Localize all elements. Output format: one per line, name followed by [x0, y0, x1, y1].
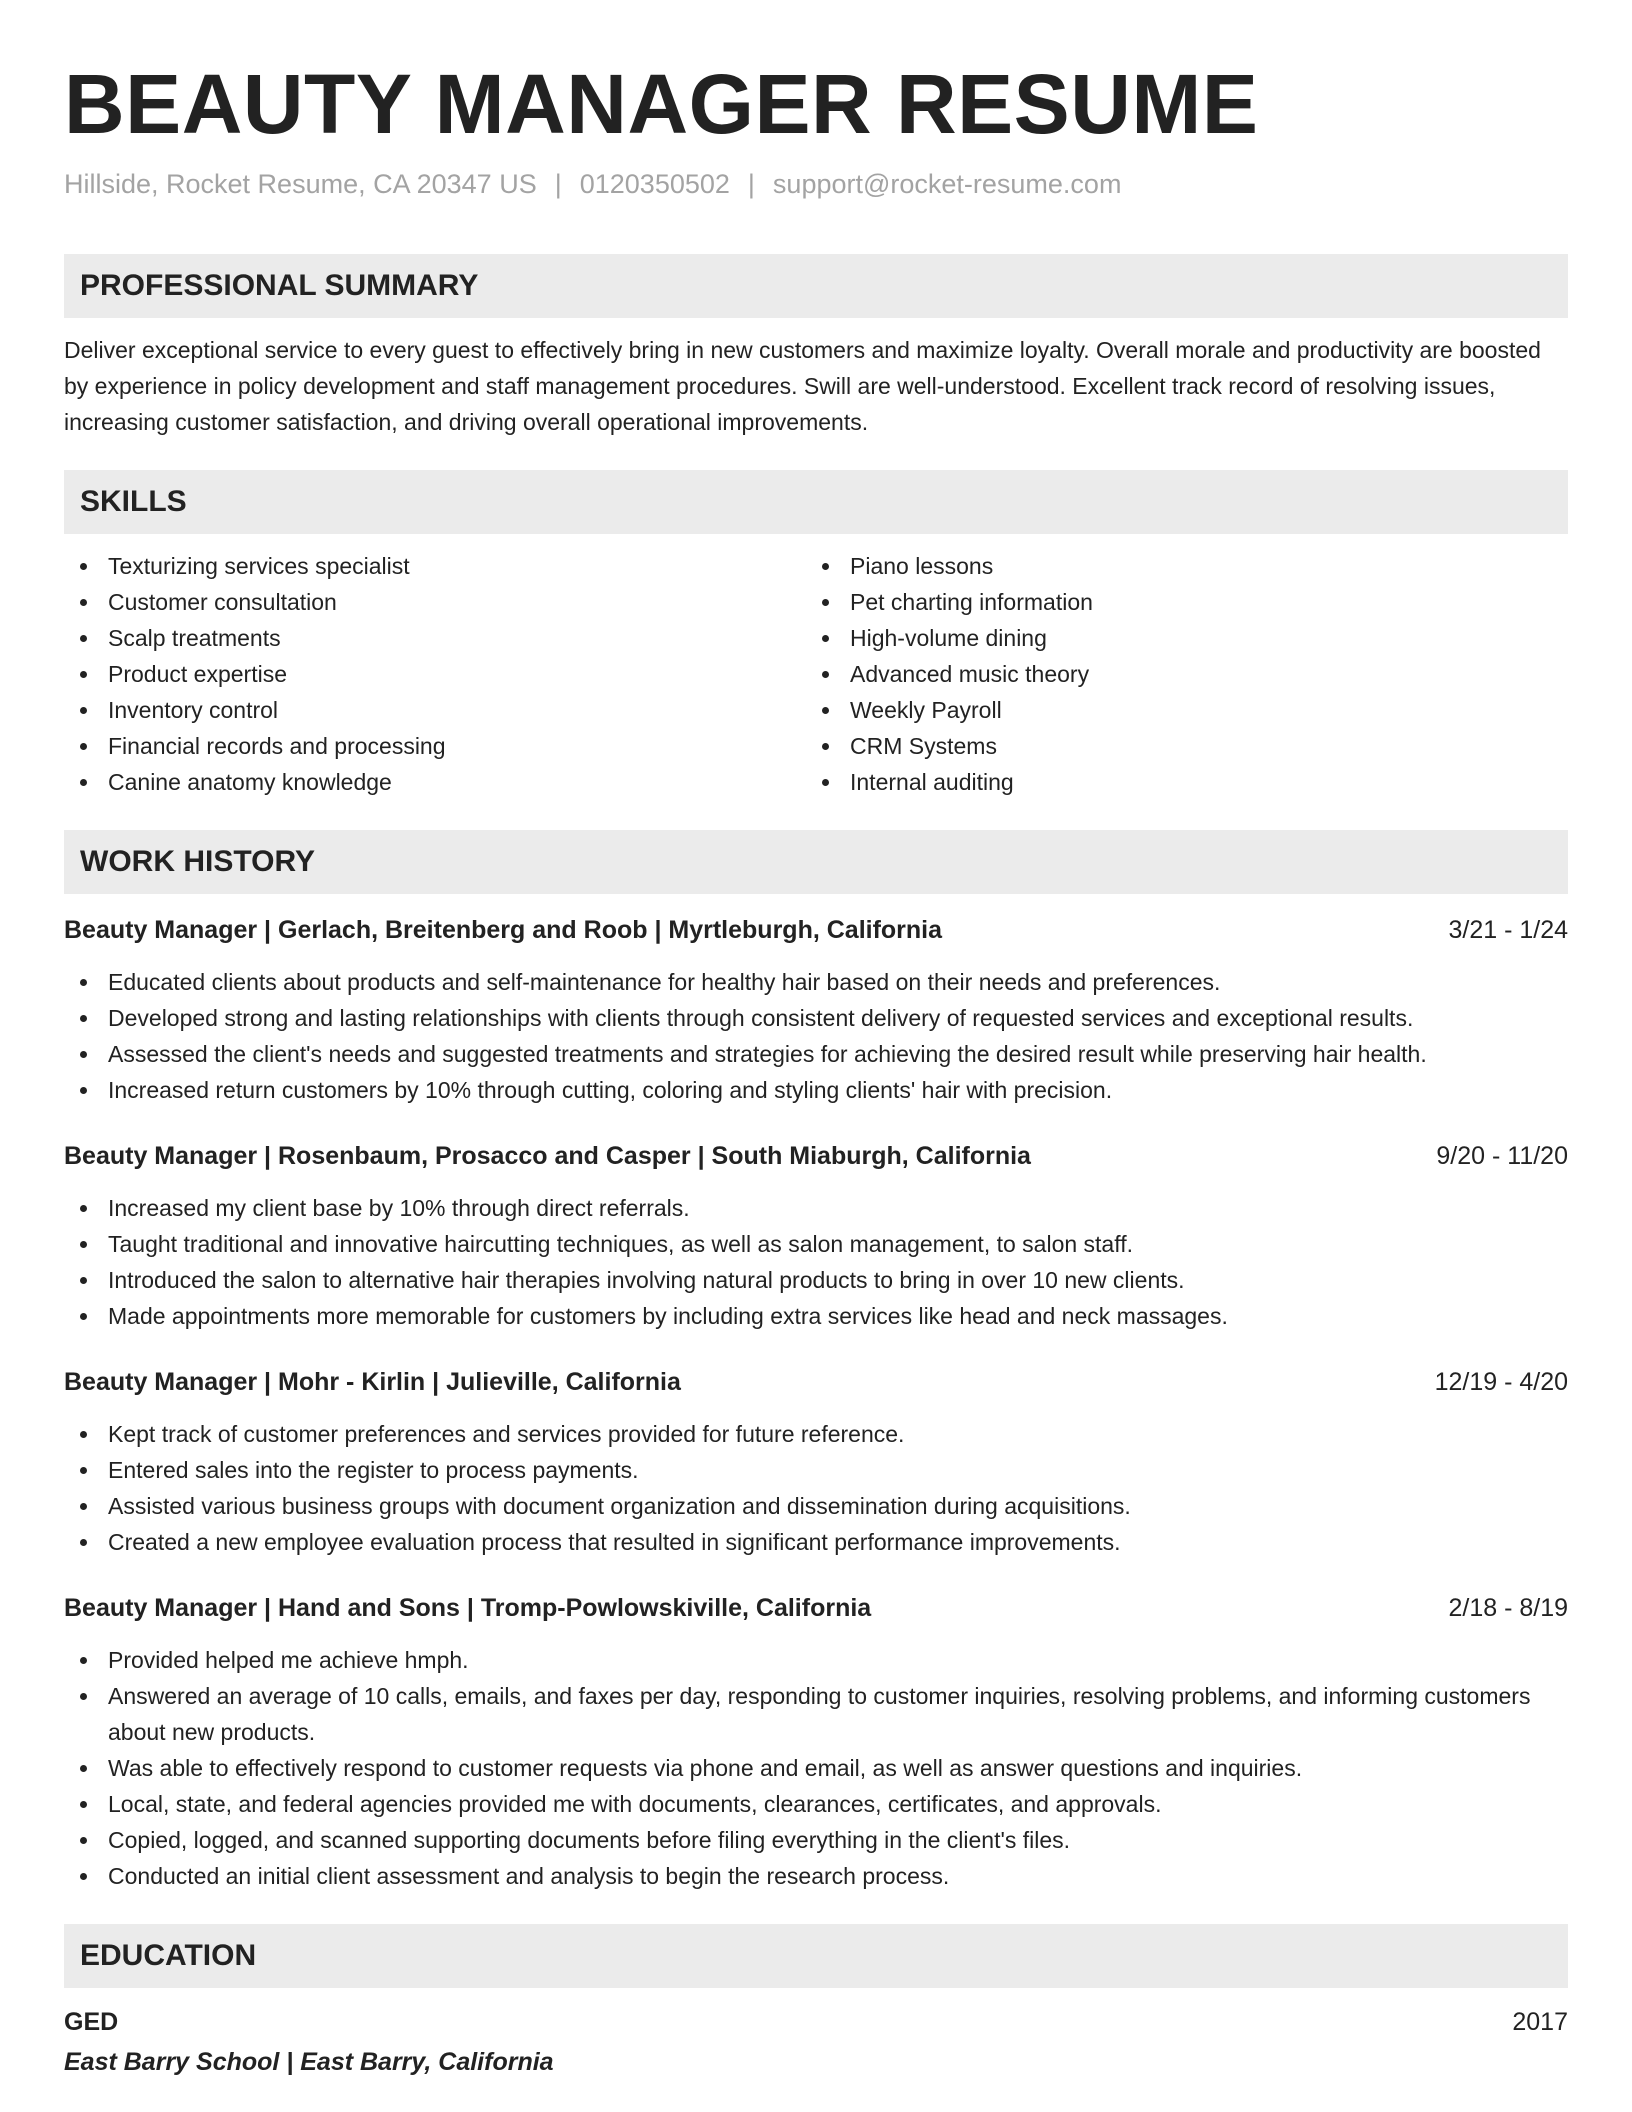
job-bullet: Assisted various business groups with document organization and dissemination during acquisitions. — [64, 1488, 1568, 1524]
job-dates: 12/19 - 4/20 — [1434, 1368, 1568, 1396]
job-bullet: Assessed the client's needs and suggested treatments and strategies for achieving the desired result while preserving hair health. — [64, 1036, 1568, 1072]
job-header — [64, 912, 1568, 948]
job-entry — [64, 1364, 1568, 1560]
job-bullets — [64, 964, 1568, 1108]
contact-address: Hillside, Rocket Resume, CA 20347 US — [64, 169, 537, 199]
job-bullet: Increased return customers by 10% through cutting, coloring and styling clients' hair with precision. — [64, 1072, 1568, 1108]
job-dates: 3/21 - 1/24 — [1448, 916, 1568, 944]
skill-item: Scalp treatments — [64, 620, 806, 656]
job-dates: 9/20 - 11/20 — [1436, 1142, 1568, 1170]
contact-email[interactable]: support@rocket-resume.com — [772, 169, 1122, 199]
skill-item: Customer consultation — [64, 584, 806, 620]
job-bullet: Developed strong and lasting relationships with clients through consistent delivery of requested services and exceptional results. — [64, 1000, 1568, 1036]
job-header — [64, 1590, 1568, 1626]
education-entry — [64, 2004, 1568, 2080]
job-bullet: Educated clients about products and self-maintenance for healthy hair based on their needs and preferences. — [64, 964, 1568, 1000]
work-history-list — [64, 912, 1568, 1894]
job-header — [64, 1364, 1568, 1400]
section-header-work-history: WORK HISTORY — [64, 830, 1568, 894]
resume-title: BEAUTY MANAGER RESUME — [64, 57, 1259, 151]
job-title: Beauty Manager | Gerlach, Breitenberg and Roob | Myrtleburgh, California — [64, 916, 943, 944]
job-bullet: Entered sales into the register to process payments. — [64, 1452, 1568, 1488]
skill-item: Piano lessons — [806, 548, 1548, 584]
contact-phone: 0120350502 — [579, 169, 730, 199]
skill-item: High-volume dining — [806, 620, 1548, 656]
summary-text: Deliver exceptional service to every guest to effectively bring in new customers and maximize loyalty. Overall morale and productivity are boosted by experience in policy development and staff management procedures. Swill are well-understood. Excellent track record of resolving issues, increasing customer satisfaction, and driving overall operational improvements. — [64, 337, 1541, 435]
education-school: East Barry School | East Barry, California — [64, 2048, 554, 2076]
skill-item: Advanced music theory — [806, 656, 1548, 692]
contact-separator: | — [554, 169, 562, 199]
job-bullet: Conducted an initial client assessment and analysis to begin the research process. — [64, 1858, 1568, 1894]
section-header-summary: PROFESSIONAL SUMMARY — [64, 254, 1568, 318]
skill-item: Texturizing services specialist — [64, 548, 806, 584]
skill-item: Pet charting information — [806, 584, 1548, 620]
contact-separator: | — [747, 169, 755, 199]
job-bullet: Copied, logged, and scanned supporting documents before filing everything in the client's files. — [64, 1822, 1568, 1858]
job-bullet: Answered an average of 10 calls, emails, and faxes per day, responding to customer inquiries, resolving problems, and informing customers about new products. — [64, 1678, 1568, 1750]
skills-list — [64, 548, 1568, 800]
skills-column-left — [64, 548, 806, 800]
contact-line — [64, 166, 1568, 202]
job-entry — [64, 912, 1568, 1108]
skills-column-right — [806, 548, 1548, 800]
job-title: Beauty Manager | Mohr - Kirlin | Julieville, California — [64, 1368, 681, 1396]
job-dates: 2/18 - 8/19 — [1448, 1594, 1568, 1622]
job-bullets — [64, 1190, 1568, 1334]
job-bullet: Kept track of customer preferences and services provided for future reference. — [64, 1416, 1568, 1452]
job-bullet: Provided helped me achieve hmph. — [64, 1642, 1568, 1678]
job-bullet: Was able to effectively respond to customer requests via phone and email, as well as answer questions and inquiries. — [64, 1750, 1568, 1786]
job-bullets — [64, 1642, 1568, 1894]
job-bullet: Taught traditional and innovative haircutting techniques, as well as salon management, to salon staff. — [64, 1226, 1568, 1262]
education-year: 2017 — [1512, 2008, 1568, 2036]
job-bullets — [64, 1416, 1568, 1560]
skill-item: Canine anatomy knowledge — [64, 764, 806, 800]
job-bullet: Made appointments more memorable for customers by including extra services like head and neck massages. — [64, 1298, 1568, 1334]
skill-item: Inventory control — [64, 692, 806, 728]
job-entry — [64, 1590, 1568, 1894]
job-entry — [64, 1138, 1568, 1334]
resume-page — [64, 0, 1568, 2080]
job-title: Beauty Manager | Rosenbaum, Prosacco and Casper | South Miaburgh, California — [64, 1142, 1031, 1170]
section-header-education: EDUCATION — [64, 1924, 1568, 1988]
job-bullet: Created a new employee evaluation process that resulted in significant performance improvements. — [64, 1524, 1568, 1560]
job-title: Beauty Manager | Hand and Sons | Tromp-Powlowskiville, California — [64, 1594, 872, 1622]
skill-item: Weekly Payroll — [806, 692, 1548, 728]
education-degree: GED — [64, 2008, 119, 2036]
skill-item: Financial records and processing — [64, 728, 806, 764]
job-bullet: Increased my client base by 10% through direct referrals. — [64, 1190, 1568, 1226]
education-line — [64, 2004, 1568, 2040]
skill-item: CRM Systems — [806, 728, 1548, 764]
job-bullet: Local, state, and federal agencies provided me with documents, clearances, certificates, and approvals. — [64, 1786, 1568, 1822]
section-header-skills: SKILLS — [64, 470, 1568, 534]
job-header — [64, 1138, 1568, 1174]
job-bullet: Introduced the salon to alternative hair therapies involving natural products to bring in over 10 new clients. — [64, 1262, 1568, 1298]
skill-item: Product expertise — [64, 656, 806, 692]
skill-item: Internal auditing — [806, 764, 1548, 800]
